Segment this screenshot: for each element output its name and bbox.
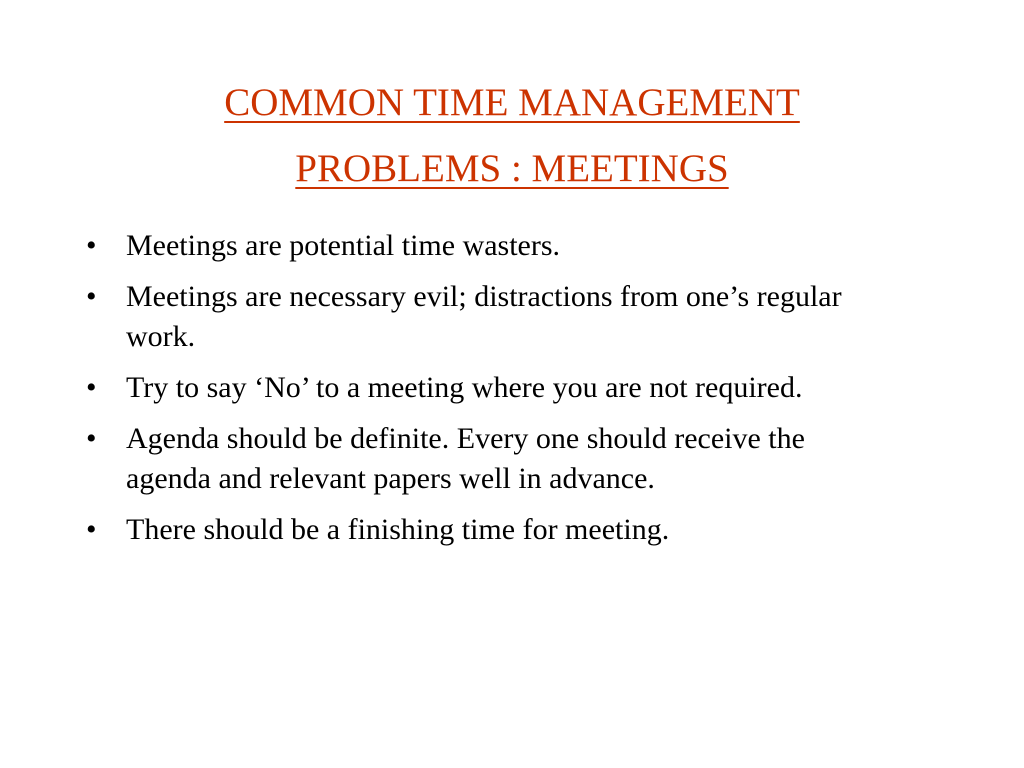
bullet-item bbox=[86, 510, 886, 550]
bullet-item bbox=[86, 419, 886, 499]
bullet-dot-icon: • bbox=[86, 513, 97, 546]
bullet-text: There should be a finishing time for meeting. bbox=[126, 513, 670, 546]
bullet-item bbox=[86, 226, 886, 266]
slide-title-line-2-text: PROBLEMS : MEETINGS bbox=[295, 147, 729, 190]
bullet-dot-icon: • bbox=[86, 229, 97, 262]
slide-title-line-1 bbox=[0, 70, 1024, 136]
slide-title-line-2 bbox=[0, 136, 1024, 202]
bullet-text: Meetings are necessary evil; distractions from one’s regular work. bbox=[126, 280, 842, 353]
bullet-item bbox=[86, 277, 886, 357]
bullet-item bbox=[86, 368, 886, 408]
bullet-text: Try to say ‘No’ to a meeting where you are not required. bbox=[126, 371, 803, 404]
bullet-dot-icon: • bbox=[86, 422, 97, 455]
slide-title-line-1-text: COMMON TIME MANAGEMENT bbox=[224, 81, 800, 124]
bullet-dot-icon: • bbox=[86, 371, 97, 404]
bullet-list bbox=[86, 226, 886, 561]
slide-title bbox=[0, 70, 1024, 202]
bullet-dot-icon: • bbox=[86, 280, 97, 313]
bullet-text: Agenda should be definite. Every one should receive the agenda and relevant papers well in advance. bbox=[126, 422, 805, 495]
bullet-text: Meetings are potential time wasters. bbox=[126, 229, 561, 262]
